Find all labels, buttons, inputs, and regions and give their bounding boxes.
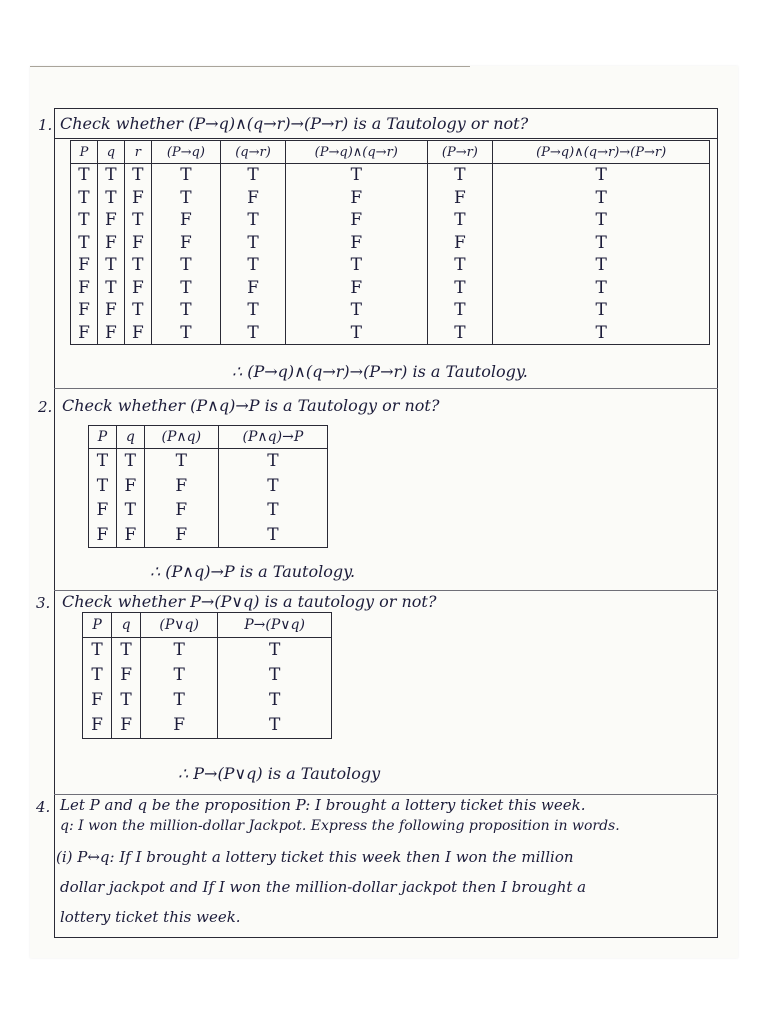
q3-cell: T	[83, 663, 112, 688]
q2-cell: T	[89, 474, 117, 499]
q1-cell: T	[427, 209, 493, 232]
q3-cell: F	[83, 713, 112, 739]
q3-header-3: P→(P∨q)	[218, 613, 332, 638]
q3-cell: T	[112, 638, 141, 664]
q1-cell: F	[151, 209, 220, 232]
table-row	[71, 322, 710, 345]
q1-cell: T	[493, 232, 710, 255]
q2-cell: F	[116, 474, 144, 499]
q1-cell: T	[286, 254, 427, 277]
q2-cell: F	[89, 498, 117, 523]
table-row	[71, 187, 710, 210]
q4-line-1: Let P and q be the proposition P: I brought a lottery ticket this week.	[60, 796, 586, 814]
q1-question-rule	[54, 138, 718, 139]
q1-cell: F	[427, 232, 493, 255]
q1-cell: F	[71, 299, 98, 322]
q3-cell: T	[141, 688, 218, 713]
q3-cell: F	[141, 713, 218, 739]
q3-cell: F	[83, 688, 112, 713]
q2-header-3: (P∧q)→P	[218, 426, 327, 449]
q2-header-1: q	[116, 426, 144, 449]
q2-number: 2.	[38, 398, 53, 416]
q1-cell: T	[124, 299, 151, 322]
q1-cell: T	[493, 254, 710, 277]
q1-header-4: (q→r)	[220, 141, 285, 164]
page-top-edge	[30, 66, 470, 67]
q3-truth-table	[82, 612, 332, 739]
q1-cell: T	[151, 164, 220, 187]
table-row	[89, 474, 328, 499]
q2-cell: T	[116, 498, 144, 523]
q1-cell: T	[427, 164, 493, 187]
q1-cell: T	[71, 164, 98, 187]
table-row	[71, 164, 710, 187]
q2-cell: F	[144, 523, 218, 548]
q2-header-row	[89, 426, 328, 449]
q1-cell: T	[220, 232, 285, 255]
q1-header-row	[71, 141, 710, 164]
q1-cell: T	[71, 209, 98, 232]
q3-header-1: q	[112, 613, 141, 638]
q2-cell: T	[89, 449, 117, 474]
q3-divider	[54, 794, 718, 795]
q3-cell: T	[141, 638, 218, 664]
q3-cell: F	[112, 713, 141, 739]
table-row	[83, 638, 332, 664]
q1-cell: T	[286, 299, 427, 322]
table-row	[71, 299, 710, 322]
q1-truth-table	[70, 140, 710, 345]
q1-cell: F	[427, 187, 493, 210]
q1-cell: F	[151, 232, 220, 255]
q1-cell: F	[71, 254, 98, 277]
q1-cell: F	[286, 209, 427, 232]
q2-truth-table	[88, 425, 328, 548]
q2-conclusion: ∴ (P∧q)→P is a Tautology.	[150, 562, 356, 581]
q1-cell: T	[493, 299, 710, 322]
q1-cell: T	[97, 187, 124, 210]
q1-cell: T	[97, 164, 124, 187]
q2-cell: T	[218, 523, 327, 548]
q1-cell: T	[151, 299, 220, 322]
q1-cell: F	[286, 277, 427, 300]
q1-cell: F	[124, 322, 151, 345]
q1-cell: T	[427, 254, 493, 277]
q1-question: Check whether (P→q)∧(q→r)→(P→r) is a Tautology or not?	[60, 114, 529, 133]
q2-cell: F	[89, 523, 117, 548]
q1-cell: F	[71, 277, 98, 300]
q3-cell: T	[83, 638, 112, 664]
q2-cell: T	[218, 449, 327, 474]
q1-cell: F	[71, 322, 98, 345]
q1-cell: F	[97, 209, 124, 232]
q3-header-0: P	[83, 613, 112, 638]
q1-cell: T	[97, 254, 124, 277]
q2-question: Check whether (P∧q)→P is a Tautology or not?	[62, 396, 440, 415]
q1-cell: T	[427, 322, 493, 345]
q1-cell: T	[493, 164, 710, 187]
q1-cell: T	[493, 322, 710, 345]
q1-cell: F	[286, 187, 427, 210]
table-row	[71, 232, 710, 255]
q4-line-3: (i) P↔q: If I brought a lottery ticket this week then I won the million	[56, 848, 574, 866]
q3-cell: T	[218, 688, 332, 713]
q3-body	[83, 638, 332, 739]
q1-cell: T	[220, 164, 285, 187]
table-row	[71, 254, 710, 277]
q1-cell: T	[71, 232, 98, 255]
q1-cell: F	[97, 322, 124, 345]
table-row	[83, 663, 332, 688]
q3-cell: T	[141, 663, 218, 688]
q2-cell: F	[144, 498, 218, 523]
q1-cell: T	[220, 299, 285, 322]
q2-divider	[54, 590, 718, 591]
q1-cell: T	[493, 209, 710, 232]
q1-cell: T	[124, 254, 151, 277]
q3-question: Check whether P→(P∨q) is a tautology or not?	[62, 592, 437, 611]
q1-cell: T	[97, 277, 124, 300]
q1-cell: F	[97, 232, 124, 255]
q1-cell: T	[71, 187, 98, 210]
q1-cell: T	[220, 322, 285, 345]
q1-cell: F	[220, 277, 285, 300]
q1-cell: T	[493, 277, 710, 300]
table-row	[71, 277, 710, 300]
q1-cell: T	[151, 322, 220, 345]
q3-cell: F	[112, 663, 141, 688]
table-row	[89, 498, 328, 523]
table-row	[89, 523, 328, 548]
q1-cell: T	[151, 277, 220, 300]
q1-body	[71, 164, 710, 345]
q1-conclusion: ∴ (P→q)∧(q→r)→(P→r) is a Tautology.	[232, 362, 528, 381]
q1-header-3: (P→q)	[151, 141, 220, 164]
table-row	[83, 713, 332, 739]
q1-cell: F	[124, 277, 151, 300]
q1-cell: F	[124, 187, 151, 210]
q1-cell: T	[427, 299, 493, 322]
q2-cell: T	[116, 449, 144, 474]
q4-line-5: lottery ticket this week.	[60, 908, 241, 926]
q2-cell: T	[144, 449, 218, 474]
table-row	[71, 209, 710, 232]
q1-cell: F	[220, 187, 285, 210]
q1-cell: F	[124, 232, 151, 255]
q1-cell: T	[286, 164, 427, 187]
q1-cell: F	[286, 232, 427, 255]
q1-cell: T	[124, 209, 151, 232]
q1-header-5: (P→q)∧(q→r)	[286, 141, 427, 164]
q1-header-2: r	[124, 141, 151, 164]
table-row	[83, 688, 332, 713]
q1-header-1: q	[97, 141, 124, 164]
q3-cell: T	[218, 713, 332, 739]
q2-cell: T	[218, 498, 327, 523]
q2-cell: F	[116, 523, 144, 548]
q1-cell: T	[124, 164, 151, 187]
q2-header-0: P	[89, 426, 117, 449]
table-row	[89, 449, 328, 474]
q3-cell: T	[112, 688, 141, 713]
q3-header-row	[83, 613, 332, 638]
q1-cell: T	[220, 254, 285, 277]
q1-cell: T	[427, 277, 493, 300]
q3-cell: T	[218, 663, 332, 688]
q1-divider	[54, 388, 718, 389]
q3-cell: T	[218, 638, 332, 664]
q1-number: 1.	[38, 116, 53, 134]
q1-cell: T	[220, 209, 285, 232]
q1-header-7: (P→q)∧(q→r)→(P→r)	[493, 141, 710, 164]
q1-cell: F	[97, 299, 124, 322]
q4-line-4: dollar jackpot and If I won the million-dollar jackpot then I brought a	[60, 878, 587, 896]
q2-cell: F	[144, 474, 218, 499]
q4-line-2: q: I won the million-dollar Jackpot. Express the following proposition in words.	[60, 818, 620, 834]
q2-cell: T	[218, 474, 327, 499]
q1-cell: T	[151, 254, 220, 277]
q2-header-2: (P∧q)	[144, 426, 218, 449]
q4-number: 4.	[36, 798, 51, 816]
q3-conclusion: ∴ P→(P∨q) is a Tautology	[178, 764, 381, 783]
q1-header-6: (P→r)	[427, 141, 493, 164]
q1-cell: T	[493, 187, 710, 210]
q3-header-2: (P∨q)	[141, 613, 218, 638]
q3-number: 3.	[36, 594, 51, 612]
q1-cell: T	[151, 187, 220, 210]
q2-body	[89, 449, 328, 548]
q1-cell: T	[286, 322, 427, 345]
q1-header-0: P	[71, 141, 98, 164]
